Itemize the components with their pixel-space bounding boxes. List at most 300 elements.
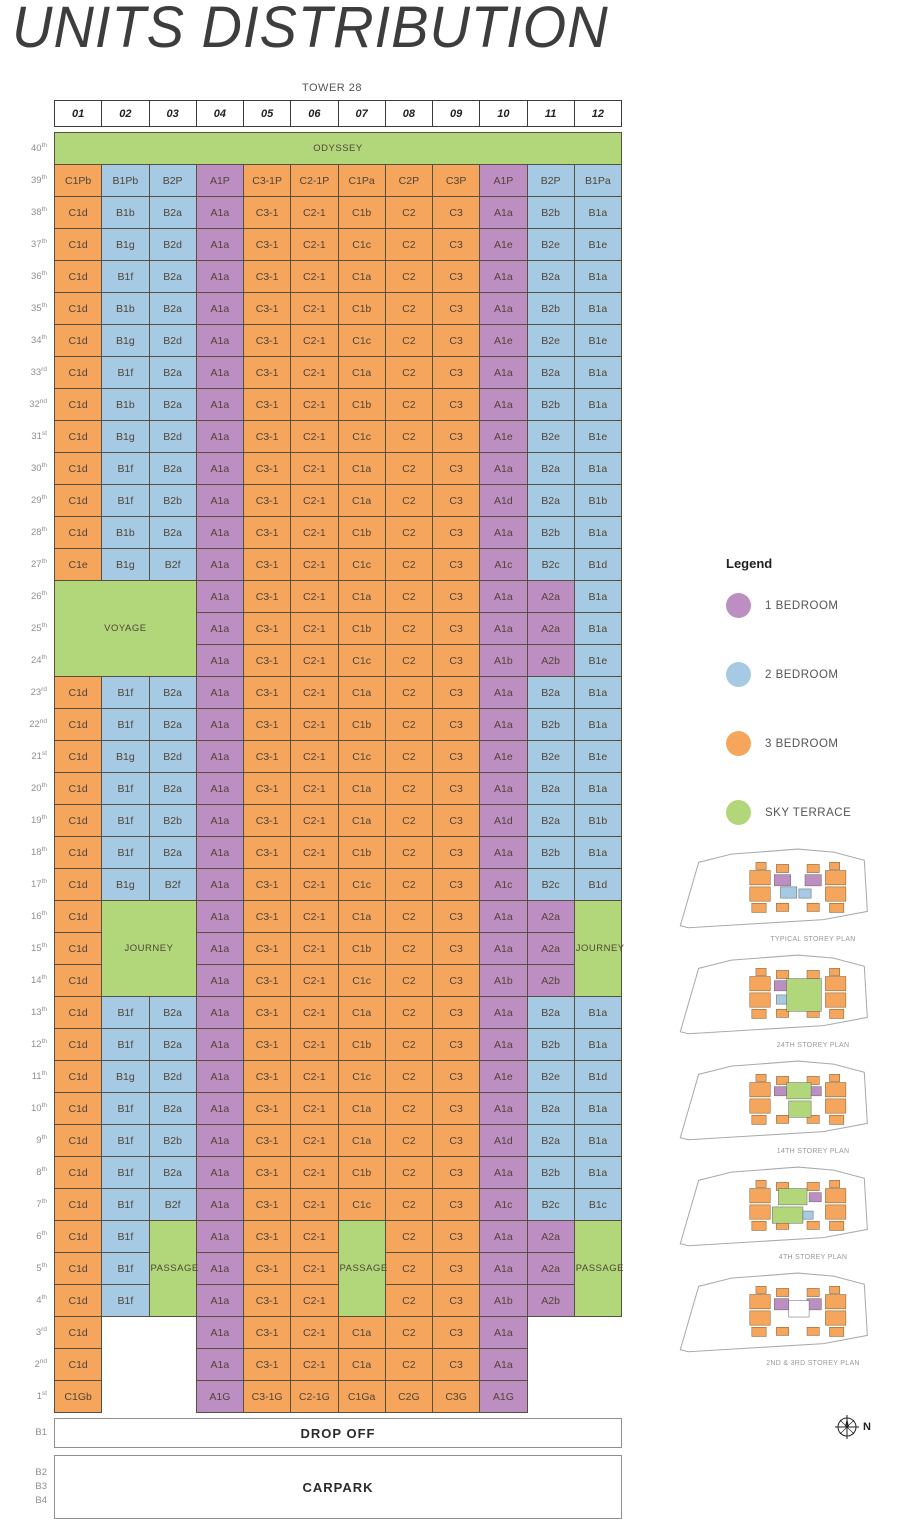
unit-cell-20-C2: C2 (385, 773, 432, 805)
unit-cell-17-B1d: B1d (574, 869, 621, 901)
basement-label-b234 (4, 1456, 55, 1519)
unit-cell-35-A1a: A1a (480, 293, 527, 325)
unit-cell-25-A2a: A2a (527, 613, 574, 645)
floor-suffix: th (41, 1038, 47, 1046)
floor-row-10 (4, 1093, 622, 1125)
unit-cell-9-C1d: C1d (55, 1125, 102, 1157)
unit-cell-9-A1a: A1a (196, 1125, 243, 1157)
unit-cell-7-C2-1: C2-1 (291, 1189, 338, 1221)
unit-cell-12-C2-1: C2-1 (291, 1029, 338, 1061)
unit-cell-23-C3: C3 (433, 677, 480, 709)
floor-suffix: st (41, 750, 47, 758)
floor-label-38 (4, 197, 55, 229)
floor-suffix: th (41, 1262, 47, 1270)
floor-suffix: th (41, 782, 47, 790)
unit-cell-26-C2-1: C2-1 (291, 581, 338, 613)
unit-cell-35-C2: C2 (385, 293, 432, 325)
unit-cell-34-C1d: C1d (55, 325, 102, 357)
unit-cell-15-A2a: A2a (527, 933, 574, 965)
unit-cell-10-B2a: B2a (527, 1093, 574, 1125)
unit-cell-31-A1e: A1e (480, 421, 527, 453)
floor-number: 28 (31, 527, 42, 539)
unit-cell-12-B2a: B2a (149, 1029, 196, 1061)
unit-cell-23-C2: C2 (385, 677, 432, 709)
unit-cell-36-B2a: B2a (527, 261, 574, 293)
floor-row-33 (4, 357, 622, 389)
unit-cell-8-B2a: B2a (149, 1157, 196, 1189)
unit-cell-15-C2: C2 (385, 933, 432, 965)
legend-items (726, 593, 896, 825)
unit-cell-39-C1Pa: C1Pa (338, 165, 385, 197)
unit-cell-7-B1f: B1f (102, 1189, 149, 1221)
unit-cell-17-A1a: A1a (196, 869, 243, 901)
floor-row-2 (4, 1349, 622, 1381)
unit-cell-10-C2: C2 (385, 1093, 432, 1125)
basement-label-b1: B1 (4, 1419, 55, 1448)
floor-suffix: th (41, 526, 47, 534)
unit-cell-9-B2b: B2b (149, 1125, 196, 1157)
unit-cell-30-A1a: A1a (480, 453, 527, 485)
unit-cell-16-A1a: A1a (480, 901, 527, 933)
column-header-05: 05 (244, 101, 291, 127)
unit-cell-8-A1a: A1a (480, 1157, 527, 1189)
unit-cell-20-A1a: A1a (480, 773, 527, 805)
unit-cell-4-C3: C3 (433, 1285, 480, 1317)
unit-cell-23-B1f: B1f (102, 677, 149, 709)
floor-row-40 (4, 133, 622, 165)
unit-cell-32-B1a: B1a (574, 389, 621, 421)
floor-label-31 (4, 421, 55, 453)
unit-cell-39-B1Pb: B1Pb (102, 165, 149, 197)
unit-cell-27-C3: C3 (433, 549, 480, 581)
unit-cell-12-C3-1: C3-1 (244, 1029, 291, 1061)
unit-cell-15-C2-1: C2-1 (291, 933, 338, 965)
unit-cell-26-C1a: C1a (338, 581, 385, 613)
unit-cell-23-C1a: C1a (338, 677, 385, 709)
unit-cell-20-B2a: B2a (149, 773, 196, 805)
unit-cell-8-C2-1: C2-1 (291, 1157, 338, 1189)
unit-cell-13-B1a: B1a (574, 997, 621, 1029)
floor-label-32 (4, 389, 55, 421)
floor-number: 34 (31, 335, 42, 347)
unit-cell-31-B2e: B2e (527, 421, 574, 453)
floor-row-32 (4, 389, 622, 421)
unit-cell-7-C1c: C1c (338, 1189, 385, 1221)
legend (726, 556, 896, 869)
unit-cell-19-C2-1: C2-1 (291, 805, 338, 837)
unit-cell-12-A1a: A1a (480, 1029, 527, 1061)
unit-cell-34-C3: C3 (433, 325, 480, 357)
unit-cell-6-C1d: C1d (55, 1221, 102, 1253)
unit-cell-16-JOURNEY: JOURNEY (574, 901, 621, 997)
unit-cell-25-A1a: A1a (196, 613, 243, 645)
unit-cell-17-B2f: B2f (149, 869, 196, 901)
unit-cell-5-A1a: A1a (196, 1253, 243, 1285)
unit-cell-6-C3-1: C3-1 (244, 1221, 291, 1253)
unit-cell-11-B1d: B1d (574, 1061, 621, 1093)
floor-number: 22 (29, 719, 40, 731)
unit-cell-24-C1c: C1c (338, 645, 385, 677)
floor-label-5 (4, 1253, 55, 1285)
unit-cell-25-C1b: C1b (338, 613, 385, 645)
unit-cell-30-B1f: B1f (102, 453, 149, 485)
floor-label-40 (4, 133, 55, 165)
unit-cell-14-C2: C2 (385, 965, 432, 997)
unit-cell-12-C1d: C1d (55, 1029, 102, 1061)
unit-cell-38-C3: C3 (433, 197, 480, 229)
floor-label-13 (4, 997, 55, 1029)
floor-number: 33 (30, 367, 42, 379)
compass-rose-icon (834, 1414, 860, 1440)
unit-cell-34-C1c: C1c (338, 325, 385, 357)
floor-number: 5 (36, 1263, 42, 1275)
unit-cell-8-A1a: A1a (196, 1157, 243, 1189)
empty-cell (102, 1381, 197, 1413)
floor-row-3 (4, 1317, 622, 1349)
unit-cell-29-C1a: C1a (338, 485, 385, 517)
unit-cell-8-C3-1: C3-1 (244, 1157, 291, 1189)
site-plan-5 (670, 1270, 898, 1367)
floor-row-31 (4, 421, 622, 453)
unit-cell-16-C1a: C1a (338, 901, 385, 933)
unit-cell-34-B2d: B2d (149, 325, 196, 357)
unit-cell-23-B2a: B2a (149, 677, 196, 709)
unit-cell-7-C1d: C1d (55, 1189, 102, 1221)
unit-cell-26-C2: C2 (385, 581, 432, 613)
floor-row-6 (4, 1221, 622, 1253)
floor-label-15 (4, 933, 55, 965)
unit-cell-37-C2-1: C2-1 (291, 229, 338, 261)
unit-cell-33-C3-1: C3-1 (244, 357, 291, 389)
unit-cell-11-B2d: B2d (149, 1061, 196, 1093)
floor-row-21 (4, 741, 622, 773)
floor-suffix: th (41, 1070, 47, 1078)
unit-cell-9-C1a: C1a (338, 1125, 385, 1157)
floor-number: 1 (36, 1391, 42, 1403)
unit-cell-1-A1G: A1G (480, 1381, 527, 1413)
unit-cell-9-B2a: B2a (527, 1125, 574, 1157)
unit-cell-28-C2-1: C2-1 (291, 517, 338, 549)
floor-number: 27 (31, 559, 42, 571)
unit-cell-34-B1e: B1e (574, 325, 621, 357)
unit-cell-32-C1b: C1b (338, 389, 385, 421)
unit-cell-34-C3-1: C3-1 (244, 325, 291, 357)
unit-cell-22-B2a: B2a (149, 709, 196, 741)
unit-cell-37-C1c: C1c (338, 229, 385, 261)
unit-cell-11-C3: C3 (433, 1061, 480, 1093)
unit-cell-15-C1d: C1d (55, 933, 102, 965)
unit-cell-23-C1d: C1d (55, 677, 102, 709)
unit-cell-9-A1d: A1d (480, 1125, 527, 1157)
floor-row-35 (4, 293, 622, 325)
column-header-01: 01 (55, 101, 102, 127)
unit-cell-1-C3-1G: C3-1G (244, 1381, 291, 1413)
floor-label-24 (4, 645, 55, 677)
unit-cell-14-C1c: C1c (338, 965, 385, 997)
floor-row-22 (4, 709, 622, 741)
site-plan-caption: 14TH STOREY PLAN (776, 1148, 850, 1155)
site-plan-map-icon (670, 1270, 895, 1362)
unit-cell-30-C3-1: C3-1 (244, 453, 291, 485)
unit-cell-23-A1a: A1a (196, 677, 243, 709)
unit-cell-22-B1a: B1a (574, 709, 621, 741)
floor-label-17 (4, 869, 55, 901)
unit-cell-20-C1d: C1d (55, 773, 102, 805)
floor-number: 8 (36, 1167, 42, 1179)
unit-cell-27-B2f: B2f (149, 549, 196, 581)
unit-cell-17-C3-1: C3-1 (244, 869, 291, 901)
unit-cell-5-A2a: A2a (527, 1253, 574, 1285)
floor-label-1 (4, 1381, 55, 1413)
unit-cell-7-B2c: B2c (527, 1189, 574, 1221)
floor-suffix: th (41, 846, 47, 854)
unit-cell-4-C2-1: C2-1 (291, 1285, 338, 1317)
unit-cell-24-A2b: A2b (527, 645, 574, 677)
unit-cell-29-C2-1: C2-1 (291, 485, 338, 517)
unit-cell-17-B2c: B2c (527, 869, 574, 901)
unit-cell-4-C2: C2 (385, 1285, 432, 1317)
unit-cell-22-C2-1: C2-1 (291, 709, 338, 741)
unit-cell-21-C2-1: C2-1 (291, 741, 338, 773)
unit-cell-14-A2b: A2b (527, 965, 574, 997)
unit-cell-18-C1b: C1b (338, 837, 385, 869)
floor-label-14 (4, 965, 55, 997)
legend-item-2-bedroom (726, 662, 896, 687)
unit-cell-39-C2P: C2P (385, 165, 432, 197)
unit-cell-2-C1d: C1d (55, 1349, 102, 1381)
floor-suffix: th (41, 494, 47, 502)
floor-suffix: rd (41, 686, 47, 694)
floor-label-34 (4, 325, 55, 357)
floor-label-22 (4, 709, 55, 741)
basement-level-label: B2 (35, 1466, 47, 1478)
unit-cell-32-B1b: B1b (102, 389, 149, 421)
floor-label-6 (4, 1221, 55, 1253)
unit-cell-13-C1d: C1d (55, 997, 102, 1029)
site-plan-2 (670, 952, 898, 1049)
unit-cell-1-C2G: C2G (385, 1381, 432, 1413)
unit-cell-28-B2b: B2b (527, 517, 574, 549)
unit-cell-30-C3: C3 (433, 453, 480, 485)
floor-label-8 (4, 1157, 55, 1189)
unit-cell-36-C2-1: C2-1 (291, 261, 338, 293)
unit-cell-1-C1Gb: C1Gb (55, 1381, 102, 1413)
unit-cell-21-C3-1: C3-1 (244, 741, 291, 773)
unit-cell-39-C1Pb: C1Pb (55, 165, 102, 197)
unit-cell-31-C1c: C1c (338, 421, 385, 453)
unit-cell-15-A1a: A1a (480, 933, 527, 965)
unit-cell-20-C2-1: C2-1 (291, 773, 338, 805)
unit-cell-7-A1c: A1c (480, 1189, 527, 1221)
column-header-08: 08 (385, 101, 432, 127)
unit-cell-31-C1d: C1d (55, 421, 102, 453)
floor-number: 40 (31, 143, 42, 155)
floor-row-14 (4, 965, 622, 997)
legend-item-sky-terrace (726, 800, 896, 825)
floor-number: 26 (31, 591, 42, 603)
unit-cell-17-C2-1: C2-1 (291, 869, 338, 901)
floor-row-5 (4, 1253, 622, 1285)
unit-cell-7-B2f: B2f (149, 1189, 196, 1221)
floor-suffix: th (41, 654, 47, 662)
unit-cell-6-A1a: A1a (480, 1221, 527, 1253)
unit-cell-4-C3-1: C3-1 (244, 1285, 291, 1317)
unit-cell-8-C1b: C1b (338, 1157, 385, 1189)
unit-cell-28-C1d: C1d (55, 517, 102, 549)
unit-cell-33-C1a: C1a (338, 357, 385, 389)
floor-number: 10 (31, 1103, 42, 1115)
unit-cell-18-B2b: B2b (527, 837, 574, 869)
unit-cell-6-A1a: A1a (196, 1221, 243, 1253)
unit-cell-28-C1b: C1b (338, 517, 385, 549)
floor-label-35 (4, 293, 55, 325)
unit-cell-29-C3-1: C3-1 (244, 485, 291, 517)
floor-row-38 (4, 197, 622, 229)
unit-cell-35-A1a: A1a (196, 293, 243, 325)
unit-cell-25-B1a: B1a (574, 613, 621, 645)
unit-cell-16-C2: C2 (385, 901, 432, 933)
unit-cell-23-B1a: B1a (574, 677, 621, 709)
unit-cell-31-C2-1: C2-1 (291, 421, 338, 453)
unit-cell-18-C2-1: C2-1 (291, 837, 338, 869)
unit-cell-5-C3-1: C3-1 (244, 1253, 291, 1285)
unit-cell-20-C3: C3 (433, 773, 480, 805)
floor-row-34 (4, 325, 622, 357)
unit-cell-7-C3-1: C3-1 (244, 1189, 291, 1221)
unit-cell-26-VOYAGE: VOYAGE (55, 581, 197, 677)
floor-label-23 (4, 677, 55, 709)
floor-row-12 (4, 1029, 622, 1061)
unit-cell-34-A1e: A1e (480, 325, 527, 357)
floor-label-10 (4, 1093, 55, 1125)
unit-cell-34-C2: C2 (385, 325, 432, 357)
unit-cell-26-C3-1: C3-1 (244, 581, 291, 613)
empty-cell (527, 1381, 622, 1413)
unit-cell-32-C3: C3 (433, 389, 480, 421)
unit-cell-19-A1d: A1d (480, 805, 527, 837)
unit-cell-36-C1d: C1d (55, 261, 102, 293)
unit-cell-28-A1a: A1a (196, 517, 243, 549)
unit-cell-19-C3: C3 (433, 805, 480, 837)
unit-cell-6-PASSAGE: PASSAGE (338, 1221, 385, 1317)
floor-suffix: th (41, 174, 47, 182)
floor-suffix: th (41, 1134, 47, 1142)
unit-cell-15-A1a: A1a (196, 933, 243, 965)
unit-cell-11-A1a: A1a (196, 1061, 243, 1093)
empty-cell (102, 1349, 197, 1381)
unit-cell-35-C1b: C1b (338, 293, 385, 325)
floor-number: 35 (31, 303, 42, 315)
unit-cell-22-A1a: A1a (480, 709, 527, 741)
unit-cell-16-C3: C3 (433, 901, 480, 933)
floor-suffix: th (41, 814, 47, 822)
column-header-03: 03 (149, 101, 196, 127)
unit-cell-2-C3-1: C3-1 (244, 1349, 291, 1381)
carpark-cell: CARPARK (55, 1456, 622, 1519)
unit-cell-8-B1f: B1f (102, 1157, 149, 1189)
floor-suffix: th (41, 558, 47, 566)
legend-dot-icon (726, 593, 751, 618)
basement-level-label: B4 (35, 1495, 47, 1507)
unit-cell-28-C3-1: C3-1 (244, 517, 291, 549)
unit-cell-34-A1a: A1a (196, 325, 243, 357)
unit-cell-35-B1b: B1b (102, 293, 149, 325)
unit-cell-6-PASSAGE: PASSAGE (149, 1221, 196, 1317)
unit-cell-27-B1d: B1d (574, 549, 621, 581)
floor-suffix: th (41, 622, 47, 630)
floor-suffix: th (41, 302, 47, 310)
column-header-06: 06 (291, 101, 338, 127)
floor-suffix: th (41, 590, 47, 598)
unit-cell-1-A1G: A1G (196, 1381, 243, 1413)
floor-label-18 (4, 837, 55, 869)
unit-cell-32-B2a: B2a (149, 389, 196, 421)
unit-cell-19-C1d: C1d (55, 805, 102, 837)
unit-cell-16-C1d: C1d (55, 901, 102, 933)
floor-row-20 (4, 773, 622, 805)
unit-cell-38-B1a: B1a (574, 197, 621, 229)
floor-label-12 (4, 1029, 55, 1061)
floor-suffix: th (41, 1166, 47, 1174)
unit-cell-3-C1d: C1d (55, 1317, 102, 1349)
unit-cell-26-B1a: B1a (574, 581, 621, 613)
unit-cell-12-C1b: C1b (338, 1029, 385, 1061)
column-header-09: 09 (433, 101, 480, 127)
legend-item-1-bedroom (726, 593, 896, 618)
unit-cell-39-A1P: A1P (480, 165, 527, 197)
unit-cell-5-C2: C2 (385, 1253, 432, 1285)
unit-cell-11-C1c: C1c (338, 1061, 385, 1093)
floor-row-28 (4, 517, 622, 549)
floor-number: 6 (36, 1231, 42, 1243)
unit-cell-4-A1b: A1b (480, 1285, 527, 1317)
unit-cell-25-C2-1: C2-1 (291, 613, 338, 645)
column-header-07: 07 (338, 101, 385, 127)
floor-label-36 (4, 261, 55, 293)
unit-cell-30-B2a: B2a (527, 453, 574, 485)
floor-suffix: th (41, 238, 47, 246)
unit-cell-6-A2a: A2a (527, 1221, 574, 1253)
unit-cell-16-C2-1: C2-1 (291, 901, 338, 933)
unit-cell-1-C3G: C3G (433, 1381, 480, 1413)
floor-number: 30 (31, 463, 42, 475)
unit-cell-32-C3-1: C3-1 (244, 389, 291, 421)
unit-cell-14-C3: C3 (433, 965, 480, 997)
legend-item-3-bedroom (726, 731, 896, 756)
floor-number: 23 (30, 687, 42, 699)
unit-cell-27-C2-1: C2-1 (291, 549, 338, 581)
unit-cell-19-A1a: A1a (196, 805, 243, 837)
unit-cell-35-C1d: C1d (55, 293, 102, 325)
unit-cell-3-C3: C3 (433, 1317, 480, 1349)
unit-cell-9-C3-1: C3-1 (244, 1125, 291, 1157)
unit-cell-17-C3: C3 (433, 869, 480, 901)
unit-cell-12-A1a: A1a (196, 1029, 243, 1061)
unit-cell-20-C1a: C1a (338, 773, 385, 805)
corner-blank (4, 101, 55, 127)
unit-cell-21-C2: C2 (385, 741, 432, 773)
unit-cell-12-B1f: B1f (102, 1029, 149, 1061)
unit-cell-39-C3P: C3P (433, 165, 480, 197)
legend-item-label: 2 BEDROOM (765, 668, 839, 681)
site-plan-caption: 2ND & 3RD STOREY PLAN (766, 1360, 860, 1367)
unit-cell-25-C2: C2 (385, 613, 432, 645)
floor-number: 19 (31, 815, 42, 827)
unit-cell-29-C1d: C1d (55, 485, 102, 517)
unit-cell-33-C2-1: C2-1 (291, 357, 338, 389)
unit-cell-10-A1a: A1a (196, 1093, 243, 1125)
unit-cell-37-C1d: C1d (55, 229, 102, 261)
